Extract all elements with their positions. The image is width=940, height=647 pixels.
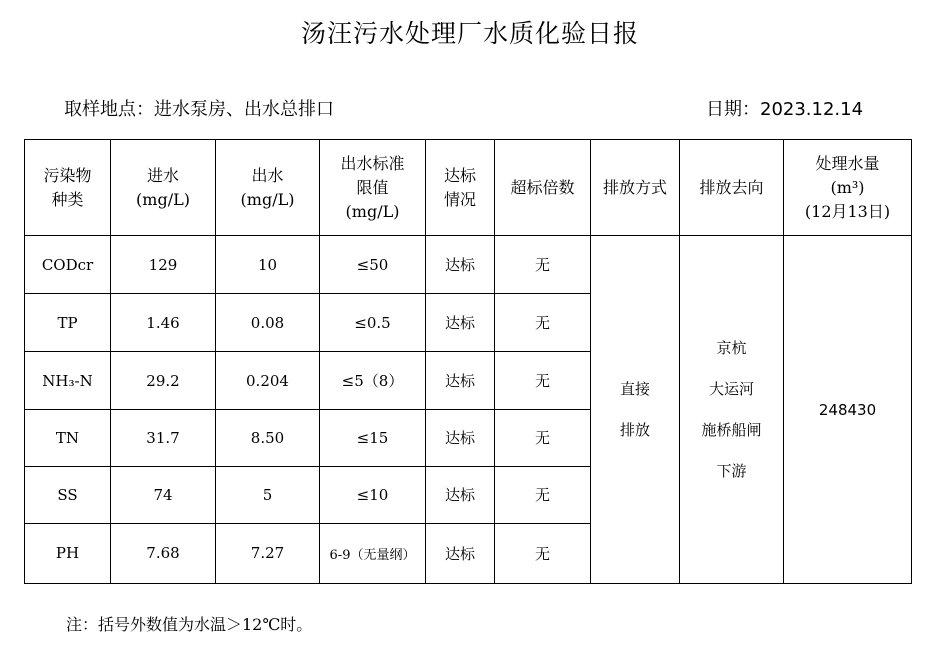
header-exceed: 超标倍数 xyxy=(495,140,591,236)
cell-outflow: 7.27 xyxy=(216,523,320,583)
cell-exceed: 无 xyxy=(495,236,591,294)
cell-compliance: 达标 xyxy=(426,236,495,294)
header-compliance: 达标 情况 xyxy=(426,140,495,236)
sampling-location: 取样地点：进水泵房、出水总排口 xyxy=(64,99,334,120)
cell-exceed: 无 xyxy=(495,352,591,409)
cell-inflow: 7.68 xyxy=(111,523,216,583)
cell-limit: ≤0.5 xyxy=(320,294,426,352)
cell-pollutant: SS xyxy=(25,466,111,523)
report-date: 日期：2023.12.14 xyxy=(706,99,864,120)
cell-compliance: 达标 xyxy=(426,466,495,523)
cell-outflow: 10 xyxy=(216,236,320,294)
header-inflow: 进水 (mg/L) xyxy=(111,140,216,236)
cell-limit: ≤50 xyxy=(320,236,426,294)
cell-pollutant: TN xyxy=(25,409,111,466)
cell-discharge-method: 直接 排放 xyxy=(591,236,680,584)
header-discharge-method: 排放方式 xyxy=(591,140,680,236)
cell-outflow: 5 xyxy=(216,466,320,523)
cell-compliance: 达标 xyxy=(426,294,495,352)
cell-inflow: 1.46 xyxy=(111,294,216,352)
cell-limit: 6-9（无量纲） xyxy=(320,523,426,583)
header-limit: 出水标准 限值 (mg/L) xyxy=(320,140,426,236)
cell-exceed: 无 xyxy=(495,466,591,523)
cell-outflow: 0.204 xyxy=(216,352,320,409)
cell-exceed: 无 xyxy=(495,294,591,352)
header-discharge-dest: 排放去向 xyxy=(680,140,784,236)
cell-volume-value: 248430 xyxy=(784,236,912,584)
cell-pollutant: CODcr xyxy=(25,236,111,294)
cell-exceed: 无 xyxy=(495,409,591,466)
cell-inflow: 74 xyxy=(111,466,216,523)
cell-exceed: 无 xyxy=(495,523,591,583)
cell-inflow: 129 xyxy=(111,236,216,294)
report-title: 汤汪污水处理厂水质化验日报 xyxy=(300,19,639,48)
cell-compliance: 达标 xyxy=(426,523,495,583)
cell-compliance: 达标 xyxy=(426,352,495,409)
header-outflow: 出水 (mg/L) xyxy=(216,140,320,236)
cell-pollutant: NH₃-N xyxy=(25,352,111,409)
cell-limit: ≤15 xyxy=(320,409,426,466)
cell-limit: ≤5（8） xyxy=(320,352,426,409)
cell-inflow: 29.2 xyxy=(111,352,216,409)
footnote: 注：括号外数值为水温＞12℃时。 xyxy=(66,615,313,634)
cell-outflow: 8.50 xyxy=(216,409,320,466)
cell-compliance: 达标 xyxy=(426,409,495,466)
cell-pollutant: PH xyxy=(25,523,111,583)
cell-outflow: 0.08 xyxy=(216,294,320,352)
header-volume: 处理水量 (m³) (12月13日) xyxy=(784,140,912,236)
table-row xyxy=(25,236,912,294)
table-header-row xyxy=(25,140,912,236)
cell-pollutant: TP xyxy=(25,294,111,352)
water-quality-table xyxy=(24,139,912,584)
cell-inflow: 31.7 xyxy=(111,409,216,466)
header-pollutant: 污染物 种类 xyxy=(25,140,111,236)
cell-limit: ≤10 xyxy=(320,466,426,523)
cell-discharge-dest: 京杭 大运河 施桥船闸 下游 xyxy=(680,236,784,584)
